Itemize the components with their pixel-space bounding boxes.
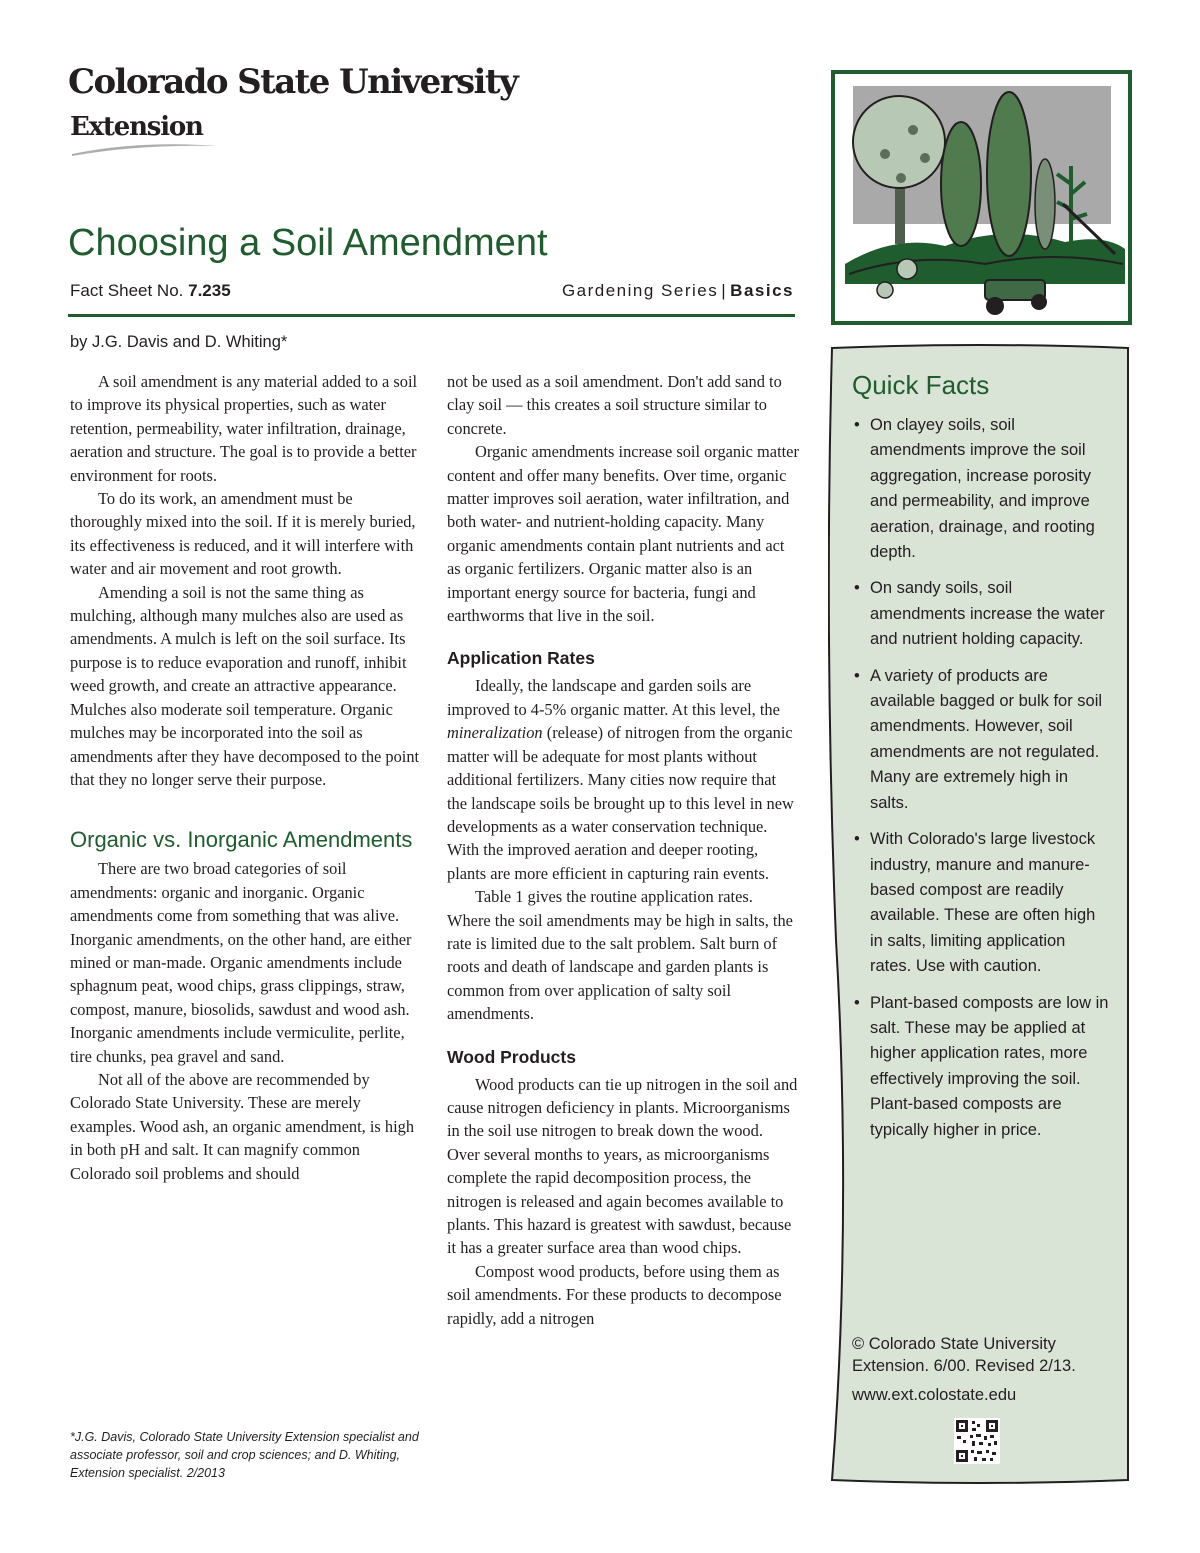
- fact-sheet-label: Fact Sheet No.: [70, 281, 184, 300]
- paragraph: Compost wood products, before using them as soil amendments. For these products to decompose rapidly, add a nitrogen: [447, 1261, 782, 1328]
- logo-swoosh-icon: [70, 136, 220, 158]
- series-label: Gardening Series | Basics: [561, 281, 794, 300]
- paragraph: There are two broad categories of soil amendments: organic and inorganic. Organic amendments come from something that was alive. Inorganic amendments, on the other hand, are either mined or man-made. Organic amendments include sphagnum peat, wood chips, grass clippings, straw, compost, manure, biosolids, sawdust and wood ash. Inorganic amendments include vermiculite, perlite, tire chunks, pea gravel and sand.: [70, 859, 412, 1066]
- paragraph: To do its work, an amendment must be thoroughly mixed into the soil. If it is merely buried, its effectiveness is reduced, and it will interfere with water and air movement and root growth.: [70, 489, 416, 579]
- section-heading-application-rates: Application Rates: [447, 648, 595, 669]
- byline: by J.G. Davis and D. Whiting*: [70, 333, 288, 351]
- quick-facts-title: Quick Facts: [852, 370, 990, 400]
- qr-code-icon[interactable]: [954, 1418, 1000, 1464]
- emphasis-term: mineralization: [447, 723, 543, 743]
- page-title: Choosing a Soil Amendment: [68, 222, 548, 264]
- quick-fact-item: • On clayey soils, soil amendments improve the soil aggregation, increase porosity and permeability, and improve aeration, drainage, and rooting depth.: [852, 413, 1110, 565]
- author-footnote: *J.G. Davis, Colorado State University Extension specialist and associate professor, soil and crop sciences; and D. Whiting, Extension specialist. 2/2013: [70, 1430, 419, 1480]
- series-category: Basics: [730, 281, 794, 300]
- paragraph: Wood products can tie up nitrogen in the soil and cause nitrogen deficiency in plants. Microorganisms in the soil use nitrogen to break down the wood. Over several months to years, as microorganisms complete the rapid decomposition process, the nitrogen is released and again becomes available to plants. This hazard is greatest with sawdust, because it has a greater surface area than wood chips.: [447, 1074, 798, 1258]
- body-column-2: [447, 370, 799, 1330]
- title-divider: [68, 314, 795, 317]
- quick-fact-item: • On sandy soils, soil amendments increase the water and nutrient holding capacity.: [852, 576, 1110, 652]
- garden-illustration-frame: [831, 70, 1132, 325]
- body-column-1: [70, 370, 422, 1185]
- garden-illustration-icon: [835, 74, 1128, 321]
- paragraph: A soil amendment is any material added to a soil to improve its physical properties, such as water retention, permeability, water infiltration, drainage, aeration and structure. The goal is to provide a better environment for roots.: [70, 372, 418, 485]
- quick-facts-list: [852, 413, 1110, 1154]
- paragraph: Not all of the above are recommended by Colorado State University. These are merely examples. Wood ash, an organic amendment, is high in both pH and salt. It can magnify common Colorado soil problems and should: [70, 1069, 415, 1183]
- university-logo: Colorado State University: [68, 62, 518, 102]
- fact-sheet-number: [70, 281, 231, 301]
- quick-fact-item: • With Colorado's large livestock industry, manure and manure-based compost are readily available. These are often high in salts, limiting application rates. Use with caution.: [852, 827, 1110, 979]
- section-heading-organic: Organic vs. Inorganic Amendments: [70, 827, 413, 853]
- website-link[interactable]: www.ext.colostate.edu: [852, 1386, 1017, 1404]
- fact-sheet-value: 7.235: [188, 281, 231, 300]
- paragraph: Ideally, the landscape and garden soils are improved to 4-5% organic matter. At this level, the mineralization (release) of nitrogen from the organic matter will be adequate for most plants without additional fertilizers. Many cities now require that the landscape soils be brought up to this level in new developments as a water conservation technique. With the improved aeration and deeper rooting, plants are more efficient in capturing rain events.: [447, 676, 794, 883]
- copyright-notice: © Colorado State University Extension. 6/00. Revised 2/13.: [852, 1335, 1076, 1375]
- paragraph: not be used as a soil amendment. Don't add sand to clay soil — this creates a soil structure similar to concrete.: [447, 372, 782, 438]
- paragraph: Amending a soil is not the same thing as mulching, although many mulches also are used as amendments. A mulch is left on the soil surface. Its purpose is to reduce evaporation and runoff, inhibit weed growth, and create an attractive appearance. Mulches also moderate soil temperature. Organic mulches may be incorporated into the soil as amendments after they have decomposed to the point that they no longer serve their purpose.: [70, 582, 420, 789]
- extension-logo: Extension: [70, 112, 203, 142]
- paragraph: Organic amendments increase soil organic matter content and offer many benefits. Over time, organic matter improves soil aeration, water infiltration, and both water- and nutrient-holding capacity. Many organic amendments contain plant nutrients and act as organic fertilizers. Organic matter also is an important energy source for bacteria, fungi and earthworms that live in the soil.: [447, 442, 799, 626]
- section-heading-wood-products: Wood Products: [447, 1046, 576, 1067]
- quick-fact-item: • Plant-based composts are low in salt. These may be applied at higher application rates, more effectively improving the soil. Plant-based composts are typically higher in price.: [852, 991, 1110, 1143]
- series-name: Gardening Series: [561, 281, 719, 300]
- paragraph: Table 1 gives the routine application rates. Where the soil amendments may be high in salts, the rate is limited due to the salt problem. Salt burn of roots and death of landscape and garden plants is common from over application of salty soil amendments.: [447, 887, 793, 1024]
- quick-fact-item: • A variety of products are available bagged or bulk for soil amendments. However, soil amendments are not regulated. Many are extremely high in salts.: [852, 664, 1110, 816]
